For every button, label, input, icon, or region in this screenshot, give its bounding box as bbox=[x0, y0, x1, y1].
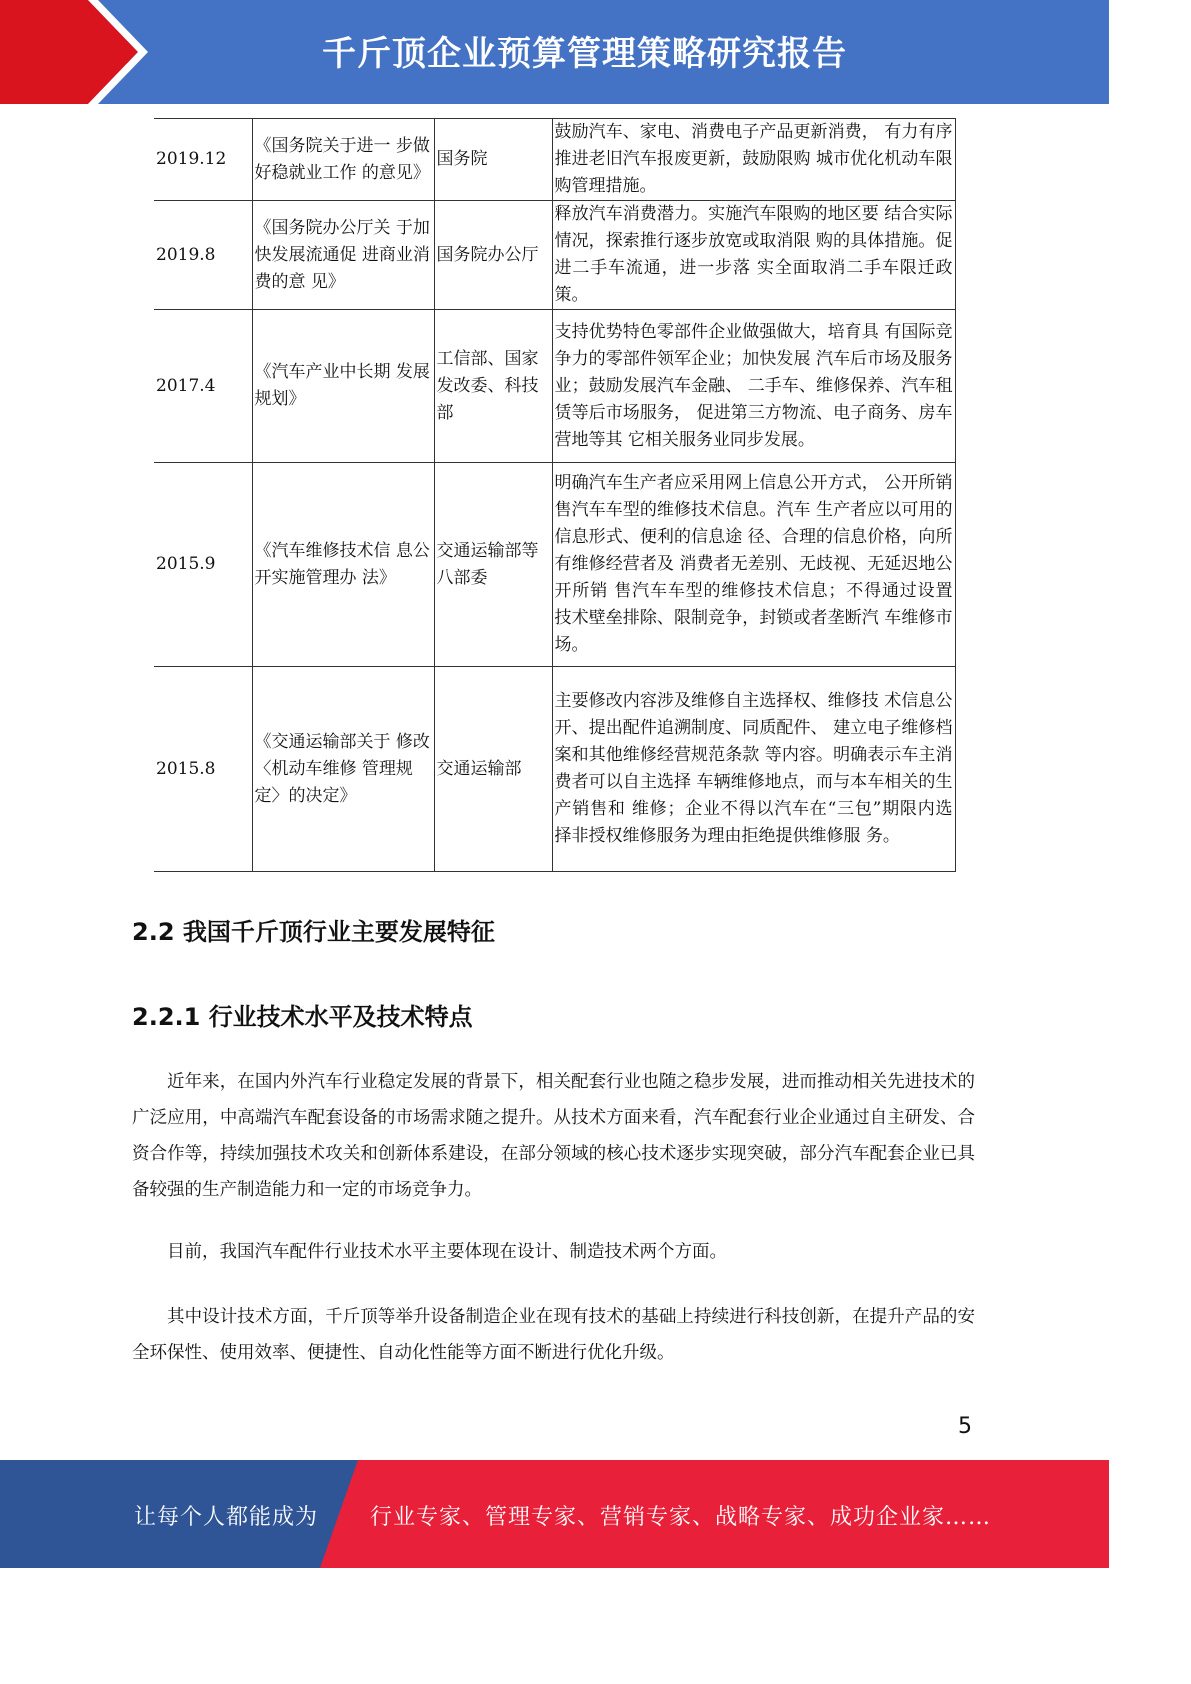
policy-title: 《交通运输部关于 修改〈机动车维修 管理规定〉的决定》 bbox=[252, 667, 434, 872]
subsection-heading: 2.2.1 行业技术水平及技术特点 bbox=[132, 1003, 473, 1031]
policy-content: 鼓励汽车、家电、消费电子产品更新消费， 有力有序推进老旧汽车报废更新，鼓励限购 城市优化机动车限购管理措施。 bbox=[552, 119, 955, 201]
page-footer bbox=[0, 1460, 1109, 1568]
page-header bbox=[0, 0, 1109, 104]
policy-table bbox=[154, 118, 956, 872]
policy-title: 《汽车产业中长期 发展规划》 bbox=[252, 310, 434, 463]
policy-date: 2015.9 bbox=[154, 463, 252, 667]
document-title: 千斤顶企业预算管理策略研究报告 bbox=[322, 34, 847, 74]
policy-issuer: 国务院 bbox=[434, 119, 552, 201]
policy-title: 《国务院关于进一 步做好稳就业工作 的意见》 bbox=[252, 119, 434, 201]
table-row bbox=[154, 463, 955, 667]
paragraph: 其中设计技术方面，千斤顶等举升设备制造企业在现有技术的基础上持续进行科技创新，在提升产品的安全环保性、使用效率、便捷性、自动化性能等方面不断进行优化升级。 bbox=[132, 1307, 975, 1363]
table-row bbox=[154, 201, 955, 310]
policy-content: 释放汽车消费潜力。实施汽车限购的地区要 结合实际情况，探索推行逐步放宽或取消限 购的具体措施。促进二手车流通，进一步落 实全面取消二手车限迁政策。 bbox=[552, 201, 955, 310]
policy-date: 2017.4 bbox=[154, 310, 252, 463]
table-row bbox=[154, 310, 955, 463]
policy-date: 2015.8 bbox=[154, 667, 252, 872]
paragraph: 目前，我国汽车配件行业技术水平主要体现在设计、制造技术两个方面。 bbox=[167, 1242, 727, 1262]
policy-date: 2019.12 bbox=[154, 119, 252, 201]
policy-date: 2019.8 bbox=[154, 201, 252, 310]
policy-issuer: 国务院办公厅 bbox=[434, 201, 552, 310]
policy-issuer: 交通运输部 bbox=[434, 667, 552, 872]
table-row bbox=[154, 119, 955, 201]
policy-title: 《国务院办公厅关 于加快发展流通促 进商业消费的意 见》 bbox=[252, 201, 434, 310]
section-heading: 2.2 我国千斤顶行业主要发展特征 bbox=[132, 918, 495, 946]
policy-issuer: 交通运输部等八部委 bbox=[434, 463, 552, 667]
page-number: 5 bbox=[958, 1414, 972, 1439]
policy-issuer: 工信部、国家发改委、科技部 bbox=[434, 310, 552, 463]
policy-content: 明确汽车生产者应采用网上信息公开方式， 公开所销售汽车车型的维修技术信息。汽车 生产者应以可用的信息形式、便利的信息途 径、合理的信息价格，向所有维修经营者及 消费者无差别、无歧视、无延迟地公开所销 售汽车车型的维修技术信息；不得通过设置 技术壁垒排除、限制竞争，封锁或者垄断汽 车维修市场。 bbox=[552, 463, 955, 667]
footer-slogan-left: 让每个人都能成为 bbox=[134, 1505, 319, 1530]
paragraph: 近年来，在国内外汽车行业稳定发展的背景下，相关配套行业也随之稳步发展，进而推动相关先进技术的广泛应用，中高端汽车配套设备的市场需求随之提升。从技术方面来看，汽车配套行业企业通过自主研发、合资合作等，持续加强技术攻关和创新体系建设，在部分领域的核心技术逐步实现突破，部分汽车配套企业已具备较强的生产制造能力和一定的市场竞争力。 bbox=[132, 1072, 975, 1200]
policy-title: 《汽车维修技术信 息公开实施管理办 法》 bbox=[252, 463, 434, 667]
policy-content: 支持优势特色零部件企业做强做大，培育具 有国际竞争力的零部件领军企业；加快发展 汽车后市场及服务业；鼓励发展汽车金融、 二手车、维修保养、汽车租赁等后市场服务， 促进第三方物流、电子商务、房车营地等其 它相关服务业同步发展。 bbox=[552, 310, 955, 463]
policy-content: 主要修改内容涉及维修自主选择权、维修技 术信息公开、提出配件追溯制度、同质配件、 建立电子维修档案和其他维修经营规范条款 等内容。明确表示车主消费者可以自主选择 车辆维修地点，而与本车相关的生产销售和 维修；企业不得以汽车在“三包”期限内选 择非授权维修服务为理由拒绝提供维修服 务。 bbox=[552, 667, 955, 872]
footer-slogan-right: 行业专家、管理专家、营销专家、战略专家、成功企业家…… bbox=[370, 1505, 992, 1530]
table-row bbox=[154, 667, 955, 872]
